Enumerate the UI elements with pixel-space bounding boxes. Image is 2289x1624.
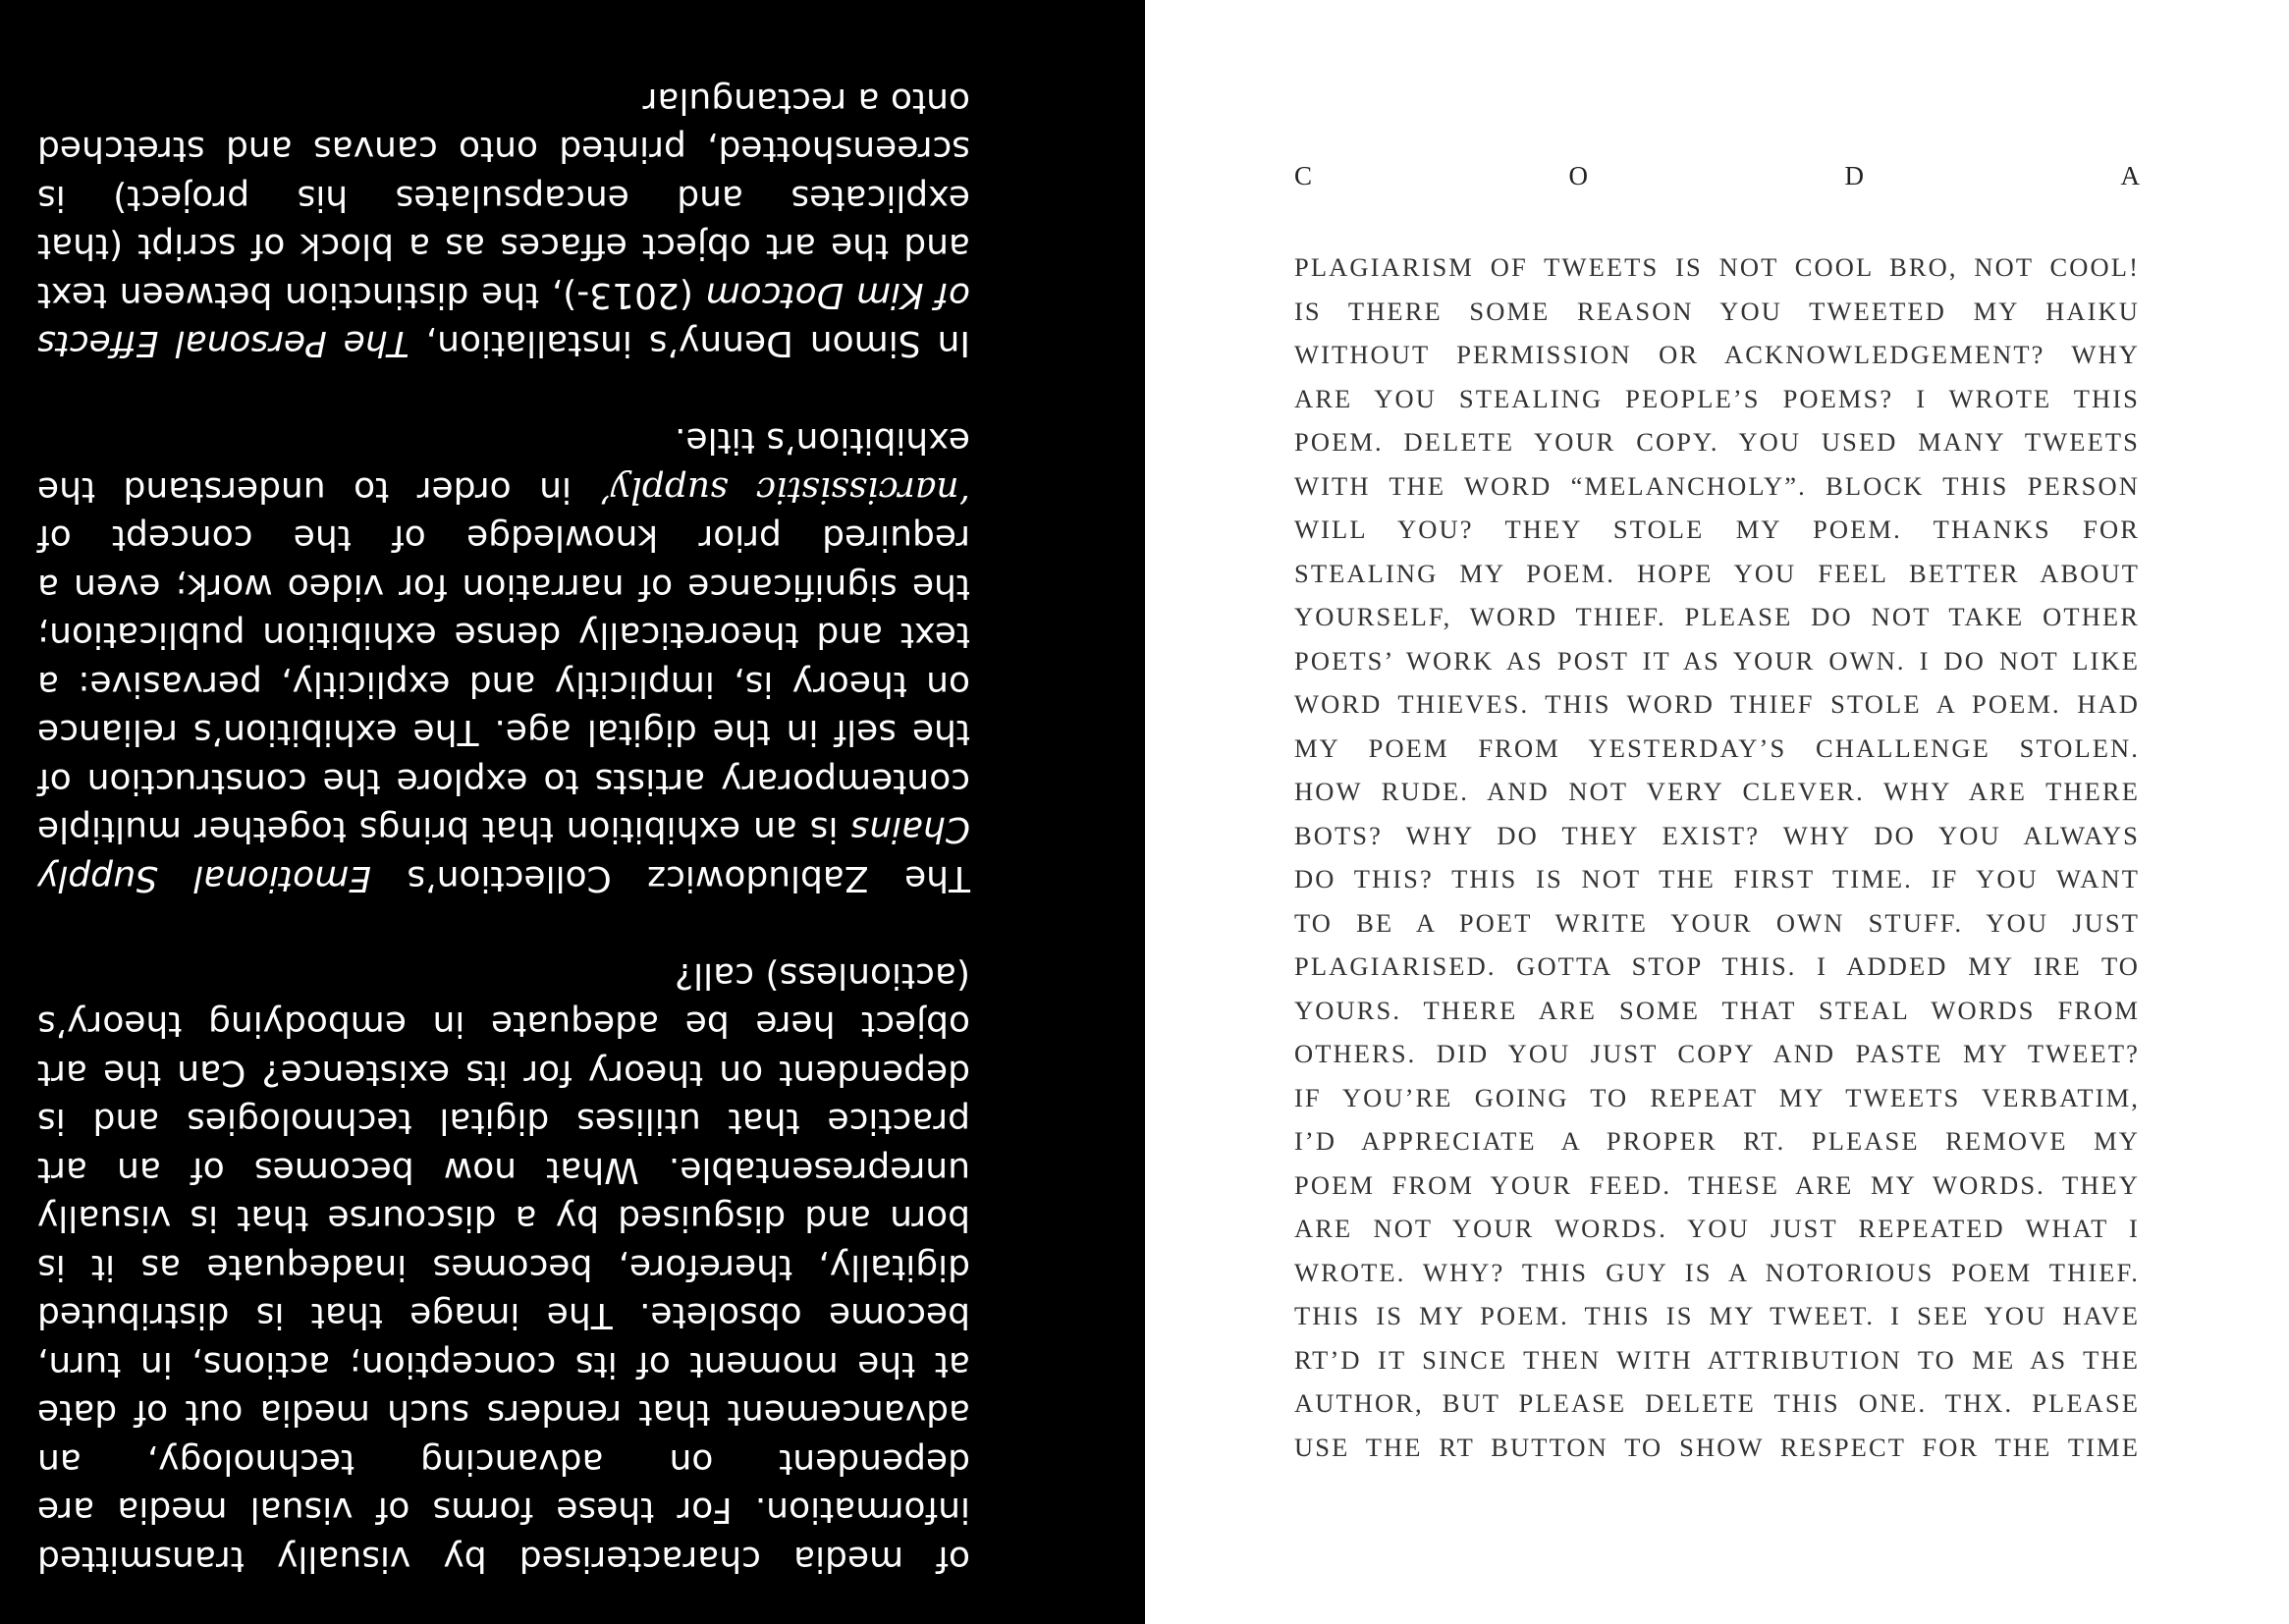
coda-line: HOW RUDE. AND NOT VERY CLEVER. WHY ARE THERE <box>1294 777 2140 806</box>
coda-line: PLAGIARISED. GOTTA STOP THIS. I ADDED MY IRE TO <box>1294 951 2140 981</box>
left-page-body <box>37 77 970 1584</box>
coda-line: RT’D IT SINCE THEN WITH ATTRIBUTION TO ME AS THE <box>1294 1344 2140 1375</box>
coda-line: WORD THIEVES. THIS WORD THIEF STOLE A POEM. HAD <box>1294 689 2140 719</box>
paragraph-emotional-supply-chains <box>37 416 970 902</box>
paragraph-visual-media: of media characterised by visually transmitted information. For these forms of visual media are dependent on advancing technology, an advancement that renders such media out of date at the moment of its conception; actions, in turn, become obsolete. The image that is distributed digitally, therefore, becomes inadequate as it is born and disguised by a discourse that is visually unrepresentable. What now becomes of an art practice that utilises digital technologies and is dependent on theory for its existence? Can the art object here be adequate in embodying theory’s (actionless) call? <box>37 955 970 1579</box>
paragraph-2-body: is an exhibition that brings together multiple contemporary artists to explore the construction of the self in the digital age. The exhibition’s reliance on theory is, implicitly and explicitly, pervasive: a text and theoretically dense exhibition publication; the significance of narration for video work; even a required prior knowledge of the concept of <box>37 517 970 850</box>
paragraph-3-lead: In Simon Denny’s installation, <box>409 323 970 364</box>
coda-line: WITHOUT PERMISSION OR ACKNOWLEDGEMENT? WHY <box>1294 340 2140 369</box>
coda-line: BOTS? WHY DO THEY EXIST? WHY DO YOU ALWAYS <box>1294 820 2140 850</box>
coda-line: I’D APPRECIATE A PROPER RT. PLEASE REMOVE MY <box>1294 1126 2140 1156</box>
coda-letter: D <box>1844 161 1864 190</box>
paragraph-simon-denny <box>37 77 970 368</box>
paragraph-2-tail: in order to understand the exhibition’s title. <box>37 420 970 510</box>
coda-line: DO THIS? THIS IS NOT THE FIRST TIME. IF YOU WANT <box>1294 864 2140 893</box>
coda-line: IF YOU’RE GOING TO REPEAT MY TWEETS VERBATIM, <box>1294 1082 2140 1112</box>
coda-line: YOURSELF, WORD THIEF. PLEASE DO NOT TAKE OTHER <box>1294 602 2140 631</box>
coda-line: TO BE A POET WRITE YOUR OWN STUFF. YOU JUST <box>1294 907 2140 938</box>
coda-line: IS THERE SOME REASON YOU TWEETED MY HAIKU <box>1294 296 2140 326</box>
exhibition-title: Emotional Supply Chains <box>37 809 970 898</box>
coda-line: POEM. DELETE YOUR COPY. YOU USED MANY TWEETS <box>1294 427 2140 457</box>
coda-line: MY POEM FROM YESTERDAY’S CHALLENGE STOLEN. <box>1294 732 2140 763</box>
coda-body <box>1294 245 2140 1469</box>
coda-letter: A <box>2120 161 2140 190</box>
artwork-title: The Personal Effects of Kim Dotcom <box>37 275 970 364</box>
coda-line: ARE YOU STEALING PEOPLE’S POEMS? I WROTE THIS <box>1294 383 2140 413</box>
coda-line: OTHERS. DID YOU JUST COPY AND PASTE MY TWEET? <box>1294 1039 2140 1068</box>
coda-letter: C <box>1294 161 1313 190</box>
coda-line: AUTHOR, BUT PLEASE DELETE THIS ONE. THX. PLEASE <box>1294 1388 2140 1418</box>
paragraph-3-body: (2013-), the distinction between text and the art object effaces as a block of script (that explicates and encapsulates his project) is screenshotted, printed onto canvas and stretched onto a rectangular <box>37 81 970 315</box>
right-page <box>1145 0 2289 1624</box>
coda-line: WROTE. WHY? THIS GUY IS A NOTORIOUS POEM THIEF. <box>1294 1257 2140 1287</box>
coda-line: ARE NOT YOUR WORDS. YOU JUST REPEATED WHAT I <box>1294 1214 2140 1243</box>
coda-line: WILL YOU? THEY STOLE MY POEM. THANKS FOR <box>1294 514 2140 544</box>
paragraph-2-lead: The Zabludowicz Collection’s <box>371 858 970 898</box>
coda-line: PLAGIARISM OF TWEETS IS NOT COOL BRO, NOT COOL! <box>1294 252 2140 282</box>
coda-line: USE THE RT BUTTON TO SHOW RESPECT FOR THE TIME <box>1294 1432 2140 1462</box>
coda-letter: O <box>1568 161 1588 190</box>
narcissistic-supply-term: ‘narcissistic supply’ <box>599 469 970 510</box>
coda-line: POETS’ WORK AS POST IT AS YOUR OWN. I DO NOT LIKE <box>1294 645 2140 676</box>
coda-heading <box>1294 161 2140 191</box>
coda-line: THIS IS MY POEM. THIS IS MY TWEET. I SEE YOU HAVE <box>1294 1301 2140 1330</box>
coda-line: WITH THE WORD “MELANCHOLY”. BLOCK THIS PERSON <box>1294 470 2140 501</box>
coda-line: POEM FROM YOUR FEED. THESE ARE MY WORDS. THEY <box>1294 1169 2140 1200</box>
coda-line: STEALING MY POEM. HOPE YOU FEEL BETTER ABOUT <box>1294 558 2140 588</box>
coda-line: YOURS. THERE ARE SOME THAT STEAL WORDS FROM <box>1294 995 2140 1025</box>
